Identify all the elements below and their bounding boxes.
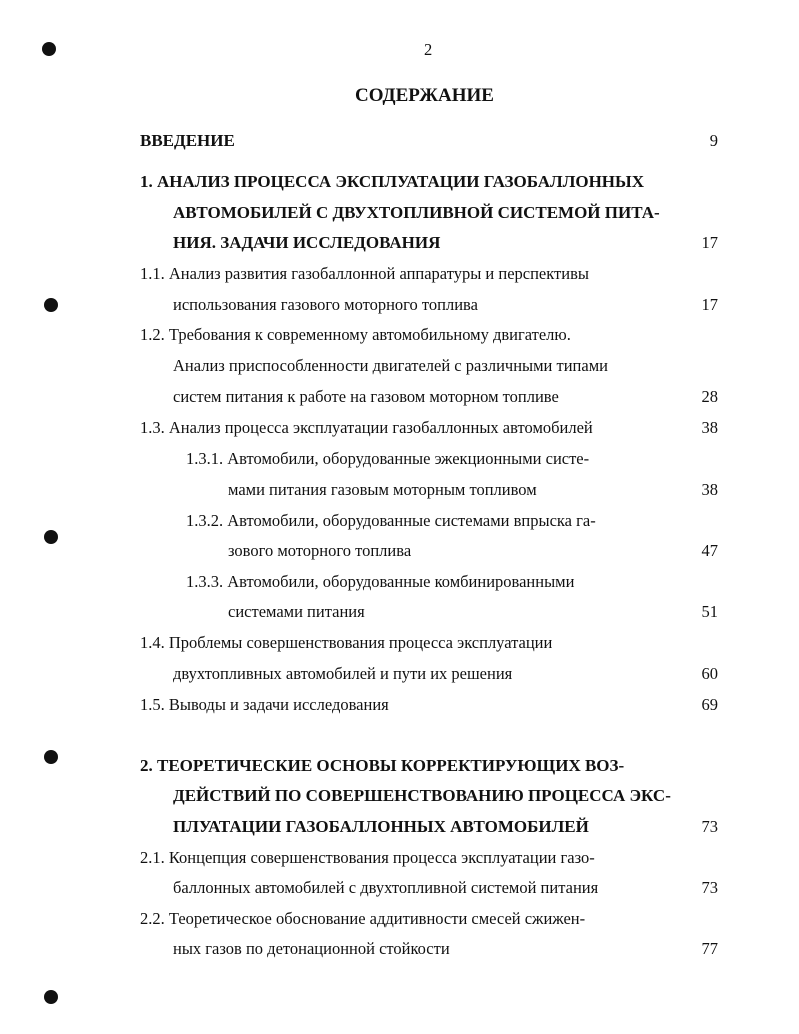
- toc-entry-line: систем питания к работе на газовом моторном топливе: [173, 387, 559, 406]
- toc-page-number: 51: [701, 602, 718, 621]
- toc-entry-line: 1.3.3. Автомобили, оборудованные комбинированными: [186, 572, 575, 591]
- toc-entry-line: 1. АНАЛИЗ ПРОЦЕССА ЭКСПЛУАТАЦИИ ГАЗОБАЛЛОННЫХ: [140, 172, 644, 191]
- toc-entry-line: ПЛУАТАЦИИ ГАЗОБАЛЛОННЫХ АВТОМОБИЛЕЙ: [173, 817, 589, 836]
- toc-entry-line: ВВЕДЕНИЕ: [140, 131, 235, 150]
- toc-page-number: 17: [701, 295, 718, 314]
- toc-page-number: 38: [701, 480, 718, 499]
- toc-page-number: 69: [701, 695, 718, 714]
- toc-entry-line: мами питания газовым моторным топливом: [228, 480, 537, 499]
- toc-entry-line: 1.3.2. Автомобили, оборудованные системами впрыска га-: [186, 511, 596, 530]
- toc-page-number: 28: [701, 387, 718, 406]
- binder-hole-mark: [44, 990, 58, 1004]
- toc-page-number: 73: [701, 878, 718, 897]
- toc-page-number: 77: [701, 939, 718, 958]
- toc-entry-line: зового моторного топлива: [228, 541, 412, 560]
- toc-entry-line: АВТОМОБИЛЕЙ С ДВУХТОПЛИВНОЙ СИСТЕМОЙ ПИТА-: [173, 203, 660, 222]
- toc-entry-line: баллонных автомобилей с двухтопливной системой питания: [173, 878, 599, 897]
- binder-hole-mark: [44, 530, 58, 544]
- toc-page-number: 60: [701, 664, 718, 683]
- toc-entry-line: 1.3.1. Автомобили, оборудованные эжекционными систе-: [186, 449, 590, 468]
- toc-entry-line: Анализ приспособленности двигателей с различными типами: [173, 356, 608, 375]
- toc-entry-line: 1.5. Выводы и задачи исследования: [140, 695, 389, 714]
- toc-entry-line: 2.2. Теоретическое обоснование аддитивности смесей сжижен-: [140, 909, 586, 928]
- binder-hole-mark: [44, 750, 58, 764]
- binder-hole-mark: [44, 298, 58, 312]
- page-number: 2: [424, 40, 433, 59]
- toc-page-number: 73: [701, 817, 718, 836]
- toc-entry-line: 1.3. Анализ процесса эксплуатации газобаллонных автомобилей: [140, 418, 593, 437]
- toc-entry-line: НИЯ. ЗАДАЧИ ИССЛЕДОВАНИЯ: [173, 233, 441, 252]
- toc-page-number: 47: [701, 541, 718, 560]
- toc-entry-line: 1.2. Требования к современному автомобильному двигателю.: [140, 325, 571, 344]
- toc-page-number: 9: [709, 131, 718, 150]
- toc-entry-line: 2.1. Концепция совершенствования процесса эксплуатации газо-: [140, 848, 595, 867]
- toc-entry-line: 1.4. Проблемы совершенствования процесса эксплуатации: [140, 633, 553, 652]
- binder-hole-mark: [42, 42, 56, 56]
- toc-entry-line: 1.1. Анализ развития газобаллонной аппаратуры и перспективы: [140, 264, 589, 283]
- toc-page-number: 38: [701, 418, 718, 437]
- toc-entry-line: использования газового моторного топлива: [173, 295, 478, 314]
- page-title: СОДЕРЖАНИЕ: [355, 85, 494, 106]
- toc-page-number: 17: [701, 233, 718, 252]
- toc-entry-line: ных газов по детонационной стойкости: [173, 939, 450, 958]
- toc-entry-line: ДЕЙСТВИЙ ПО СОВЕРШЕНСТВОВАНИЮ ПРОЦЕССА ЭКС-: [173, 786, 671, 805]
- toc-entry-line: двухтопливных автомобилей и пути их решения: [173, 664, 513, 683]
- toc-entry-line: 2. ТЕОРЕТИЧЕСКИЕ ОСНОВЫ КОРРЕКТИРУЮЩИХ ВОЗ-: [140, 756, 625, 775]
- toc-entry-line: системами питания: [228, 602, 365, 621]
